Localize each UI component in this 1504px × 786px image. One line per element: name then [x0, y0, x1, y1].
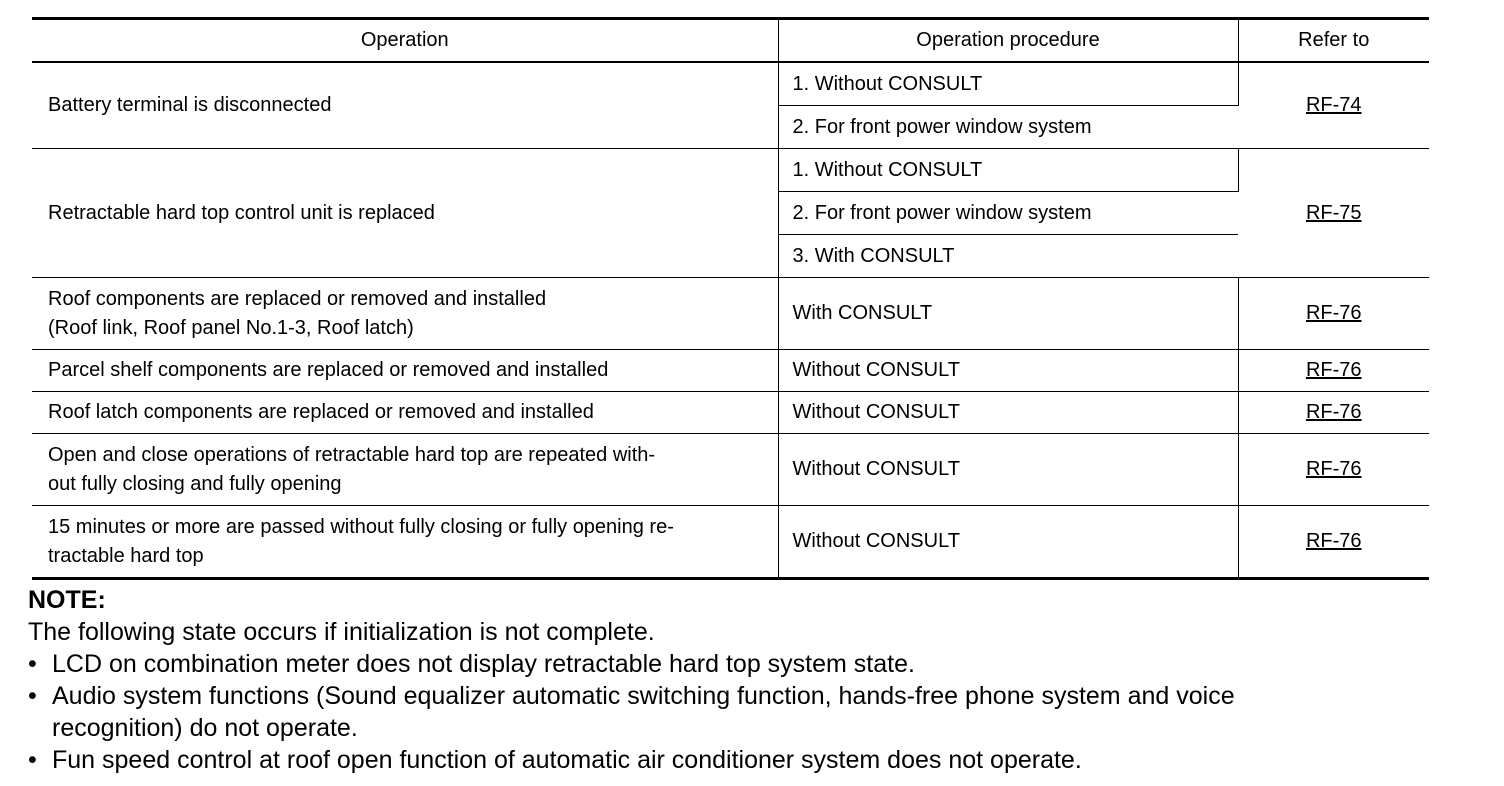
procedure-cell: 2. For front power window system	[778, 106, 1238, 149]
table-row	[32, 278, 1429, 350]
procedure-cell: 2. For front power window system	[778, 192, 1238, 235]
note-title: NOTE:	[28, 586, 106, 614]
operation-line: tractable hard top	[48, 544, 204, 567]
note-section	[28, 584, 1468, 776]
refer-cell	[1238, 278, 1429, 350]
operation-cell: Parcel shelf components are replaced or removed and installed	[32, 350, 778, 392]
ref-link-rf-76[interactable]: RF-76	[1305, 458, 1362, 480]
table-row	[32, 62, 1429, 106]
header-operation: Operation	[32, 19, 778, 63]
operation-cell	[32, 278, 778, 350]
bullet-icon: •	[28, 682, 37, 710]
note-item	[28, 744, 1468, 776]
operation-cell	[32, 434, 778, 506]
procedure-cell: Without CONSULT	[778, 434, 1238, 506]
table-row	[32, 392, 1429, 434]
note-item	[28, 648, 1468, 680]
note-item-line: Fun speed control at roof open function of automatic air conditioner system does not operate.	[52, 746, 1082, 774]
procedure-cell: 1. Without CONSULT	[778, 149, 1238, 192]
table-row	[32, 350, 1429, 392]
bullet-icon: •	[28, 650, 37, 678]
table-header-row	[32, 19, 1429, 63]
note-list	[28, 648, 1468, 776]
operation-line: out fully closing and fully opening	[48, 472, 342, 495]
operation-cell: Roof latch components are replaced or removed and installed	[32, 392, 778, 434]
ref-link-rf-76[interactable]: RF-76	[1305, 302, 1362, 324]
procedure-cell: 1. Without CONSULT	[778, 62, 1238, 106]
procedure-cell: With CONSULT	[778, 278, 1238, 350]
operation-cell: Battery terminal is disconnected	[32, 62, 778, 149]
operation-line: 15 minutes or more are passed without fully closing or fully opening re-	[48, 515, 674, 538]
header-refer-to: Refer to	[1238, 19, 1429, 63]
header-operation-procedure: Operation procedure	[778, 19, 1238, 63]
ref-link-rf-76[interactable]: RF-76	[1305, 359, 1362, 381]
bullet-icon: •	[28, 746, 37, 774]
procedure-cell: 3. With CONSULT	[778, 235, 1238, 278]
operation-line: (Roof link, Roof panel No.1-3, Roof latch)	[48, 316, 414, 339]
procedure-cell: Without CONSULT	[778, 506, 1238, 579]
procedure-cell: Without CONSULT	[778, 350, 1238, 392]
refer-cell	[1238, 392, 1429, 434]
table-row	[32, 149, 1429, 192]
note-intro: The following state occurs if initialization is not complete.	[28, 618, 655, 646]
table-row	[32, 506, 1429, 579]
refer-cell	[1238, 350, 1429, 392]
ref-link-rf-74[interactable]: RF-74	[1305, 94, 1362, 116]
note-item	[28, 680, 1468, 744]
operation-cell: Retractable hard top control unit is replaced	[32, 149, 778, 278]
ref-link-rf-75[interactable]: RF-75	[1305, 201, 1362, 224]
initialization-table	[32, 17, 1429, 580]
refer-cell	[1238, 149, 1429, 278]
refer-cell	[1238, 62, 1429, 149]
operation-line: Roof components are replaced or removed and installed	[48, 287, 547, 310]
refer-cell	[1238, 506, 1429, 579]
table-row	[32, 434, 1429, 506]
note-item-line: Audio system functions (Sound equalizer automatic switching function, hands-free phone system and voice	[52, 682, 1235, 710]
procedure-cell: Without CONSULT	[778, 392, 1238, 434]
operation-cell	[32, 506, 778, 579]
refer-cell	[1238, 434, 1429, 506]
ref-link-rf-76[interactable]: RF-76	[1305, 401, 1362, 423]
ref-link-rf-76[interactable]: RF-76	[1305, 530, 1362, 552]
note-item-line: LCD on combination meter does not display retractable hard top system state.	[52, 650, 915, 678]
note-item-line: recognition) do not operate.	[52, 714, 358, 742]
operation-line: Open and close operations of retractable hard top are repeated with-	[48, 443, 656, 466]
